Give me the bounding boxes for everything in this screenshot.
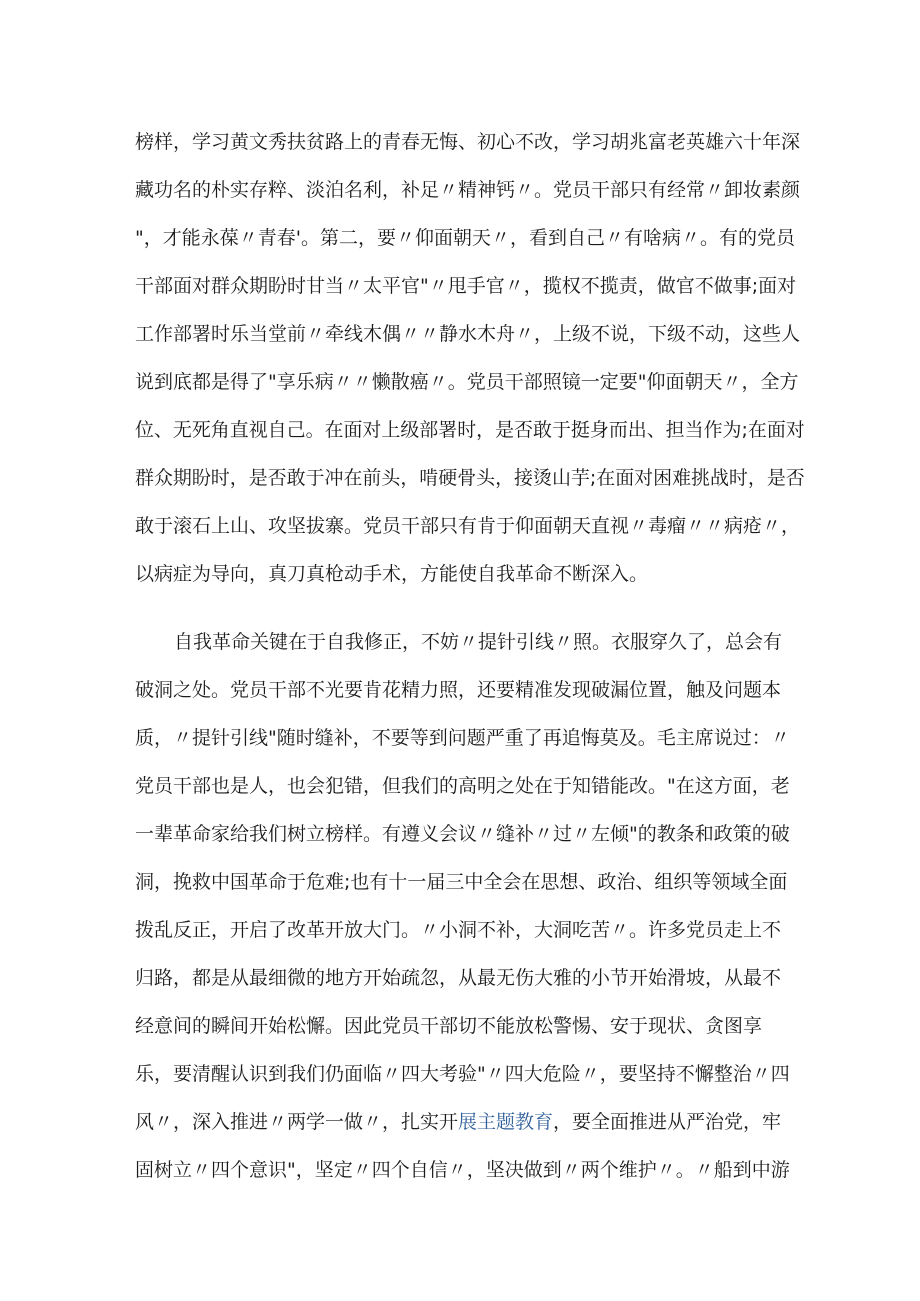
paragraph-line: 位、无死角直视自己。在面对上级部署时，是否敢于挺身而出、担当作为;在面对: [135, 419, 805, 441]
paragraph-line: 洞，挽救中国革命于危难;也有十一届三中全会在思想、政治、组织等领域全面: [135, 871, 788, 893]
paragraph-line: 藏功名的朴实存粹、淡泊名利，补足〃精神钙〃。党员干部只有经常〃卸妆素颜: [135, 179, 801, 201]
paragraph-line: 榜样，学习黄文秀扶贫路上的青春无悔、初心不改，学习胡兆富老英雄六十年深: [135, 131, 801, 153]
paragraph-line: 质，〃提针引线"随时缝补，不要等到问题严重了再追悔莫及。毛主席说过：〃: [135, 727, 790, 749]
line-text-after-link: ，要全面推进从严治党，牢: [553, 1111, 782, 1133]
paragraph-line: 乐，要清醒认识到我们仍面临〃四大考验"〃四大危险〃，要坚持不懈整治〃四: [135, 1063, 790, 1085]
paragraph-line: "，才能永葆〃青春'。第二，要〃仰面朝天〃，看到自己〃有啥病〃。有的党员: [135, 227, 795, 249]
paragraph-line: 自我革命关键在于自我修正，不妨〃提针引线〃照。衣服穿久了，总会有: [174, 631, 783, 653]
paragraph-line: 干部面对群众期盼时甘当〃太平官"〃甩手官〃，揽权不揽责，做官不做事;面对: [135, 275, 797, 297]
paragraph-line: 党员干部也是人，也会犯错，但我们的高明之处在于知错能改。"在这方面，老: [135, 775, 790, 797]
theme-education-link[interactable]: 展主题教育: [458, 1111, 554, 1133]
paragraph-line: 破洞之处。党员干部不光要肯花精力照，还要精准发现破漏位置，触及问题本: [135, 679, 782, 701]
line-text-before-link: 风〃，深入推进〃两学一做〃，扎实开: [135, 1111, 459, 1133]
paragraph-line: 固树立〃四个意识"，坚定〃四个自信〃，坚决做到〃两个维护〃。〃船到中游: [135, 1159, 790, 1181]
paragraph-line: 拨乱反正，开启了改革开放大门。〃小洞不补，大洞吃苦〃。许多党员走上不: [135, 919, 782, 941]
paragraph-line: 工作部署时乐当堂前〃牵线木偶〃〃静水木舟〃，上级不说，下级不动，这些人: [135, 323, 801, 345]
paragraph-line-with-link: [135, 1098, 805, 1146]
paragraph-line: 以病症为导向，真刀真枪动手术，方能使自我革命不断深入。: [135, 563, 649, 585]
paragraph-line: 归路，都是从最细微的地方开始疏忽，从最无伤大雅的小节开始滑坡，从最不: [135, 967, 782, 989]
paragraph-line: 说到底都是得了"享乐病〃〃懒散癌〃。党员干部照镜一定要"仰面朝天〃，全方: [135, 371, 799, 393]
paragraph-1: [135, 118, 805, 598]
paragraph-2: [135, 618, 805, 1194]
paragraph-line: 群众期盼时，是否敢于冲在前头，啃硬骨头，接烫山芋;在面对困难挑战时，是否: [135, 467, 805, 489]
paragraph-line: 经意间的瞬间开始松懈。因此党员干部切不能放松警惕、安于现状、贪图享: [135, 1015, 763, 1037]
paragraph-line: 敢于滚石上山、攻坚拔寨。党员干部只有肯于仰面朝天直视〃毒瘤〃〃病疮〃，: [135, 515, 801, 537]
paragraph-line: 一辈革命家给我们树立榜样。有遵义会议〃缝补〃过〃左倾"的教条和政策的破: [135, 823, 790, 845]
